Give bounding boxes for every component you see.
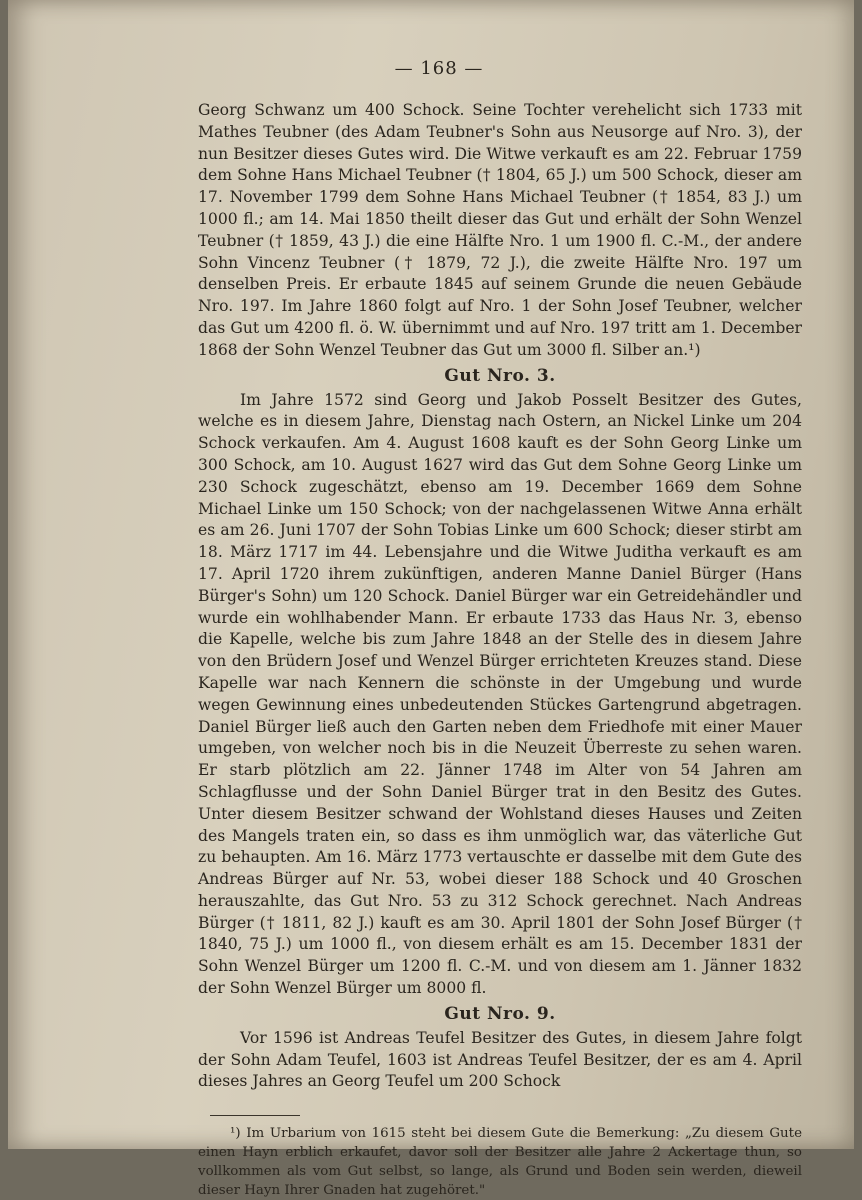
heading-gut-nro-9: Gut Nro. 9. [444, 1003, 556, 1024]
heading-gut-nro-3: Gut Nro. 3. [444, 365, 556, 386]
book-page [8, 0, 854, 1199]
paragraph-gut-nro-1: Georg Schwanz um 400 Schock. Seine Tochter verehelicht sich 1733 mit Mathes Teubner (des Adam Teubner's Sohn aus Neusorge auf Nro. 3), der nun Besitzer dieses Gutes wird. Die Witwe verkauft es am 22. Februar 1759 dem Sohne Hans Michael Teubner († 1804, 65 J.) um 500 Schock, dieser am 17. November 1799 dem Sohne Hans Michael Teubner († 1854, 83 J.) um 1000 fl.; am 14. Mai 1850 theilt dieser das Gut und erhält der Sohn Wenzel Teubner († 1859, 43 J.) die eine Hälfte Nro. 1 um 1900 fl. C.-M., der andere Sohn Vincenz Teubner († 1879, 72 J.), die zweite Hälfte Nro. 197 um denselben Preis. Er erbaute 1845 auf seinem Grunde die neuen Gebäude Nro. 197. Im Jahre 1860 folgt auf Nro. 1 der Sohn Josef Teubner, welcher das Gut um 4200 fl. ö. W. übernimmt und auf Nro. 197 tritt am 1. December 1868 der Sohn Wenzel Teubner das Gut um 3000 fl. Silber an.¹) [198, 101, 802, 359]
footnote-divider [210, 1115, 300, 1116]
main-text [198, 100, 802, 1200]
paragraph-gut-nro-3: Im Jahre 1572 sind Georg und Jakob Posselt Besitzer des Gutes, welche es in diesem Jahre, Dienstag nach Ostern, an Nickel Linke um 204 Schock verkaufen. Am 4. August 1608 kauft es der Sohn Georg Linke um 300 Schock, am 10. August 1627 wird das Gut dem Sohne Georg Linke um 230 Schock zugeschätzt, ebenso am 19. December 1669 dem Sohne Michael Linke um 150 Schock; von der nachgelassenen Witwe Anna erhält es am 26. Juni 1707 der Sohn Tobias Linke um 600 Schock; dieser stirbt am 18. März 1717 im 44. Lebensjahre und die Witwe Juditha verkauft es am 17. April 1720 ihrem zukünftigen, anderen Manne Daniel Bürger (Hans Bürger's Sohn) um 120 Schock. Daniel Bürger war ein Getreidehändler und wurde ein wohlhabender Mann. Er erbaute 1733 das Haus Nr. 3, ebenso die Kapelle, welche bis zum Jahre 1848 an der Stelle des in diesem Jahre von den Brüdern Josef und Wenzel Bürger errichteten Kreuzes stand. Diese Kapelle war nach Kennern die schönste in der Umgebung und wurde wegen Gewinnung eines unbedeutenden Stückes Gartengrund abgetragen. Daniel Bürger ließ auch den Garten neben dem Friedhofe mit einer Mauer umgeben, von welcher noch bis in die Neuzeit Überreste zu sehen waren. Er starb plötzlich am 22. Jänner 1748 im Alter von 54 Jahren am Schlagflusse und der Sohn Daniel Bürger trat in den Besitz des Gutes. Unter diesem Besitzer schwand der Wohlstand dieses Hauses und Zeiten des Mangels traten ein, so dass es ihm unmöglich war, das väterliche Gut zu behaupten. Am 16. März 1773 vertauschte er dasselbe mit dem Gute des Andreas Bürger auf Nr. 53, wobei dieser 188 Schock und 40 Groschen herauszahlte, das Gut Nro. 53 zu 312 Schock gerechnet. Nach Andreas Bürger († 1811, 82 J.) kauft es am 30. April 1801 der Sohn Josef Bürger († 1840, 75 J.) um 1000 fl., von diesem erhält es am 15. December 1831 der Sohn Wenzel Bürger um 1200 fl. C.-M. und von diesem am 1. Jänner 1832 der Sohn Wenzel Bürger um 8000 fl. [198, 390, 802, 998]
paragraph-gut-nro-9: Vor 1596 ist Andreas Teufel Besitzer des Gutes, in diesem Jahre folgt der Sohn Adam Teufel, 1603 ist Andreas Teufel Besitzer, der es am 4. April dieses Jahres an Georg Teufel um 200 Schock [198, 1028, 802, 1091]
footnote [198, 1124, 802, 1200]
footnote-text: ¹) Im Urbarium von 1615 steht bei diesem Gute die Bemerkung: „Zu diesem Gute einen Hayn erblich erkaufet, davor soll der Besitzer alle Jahre 2 Ackertage thun, so vollkommen als vom Gut selbst, so lange, als Grund und Boden sein werden, dieweil dieser Hayn Ihrer Gnaden hat zugehöret." [198, 1126, 802, 1199]
page-number: — 168 — [394, 58, 484, 79]
